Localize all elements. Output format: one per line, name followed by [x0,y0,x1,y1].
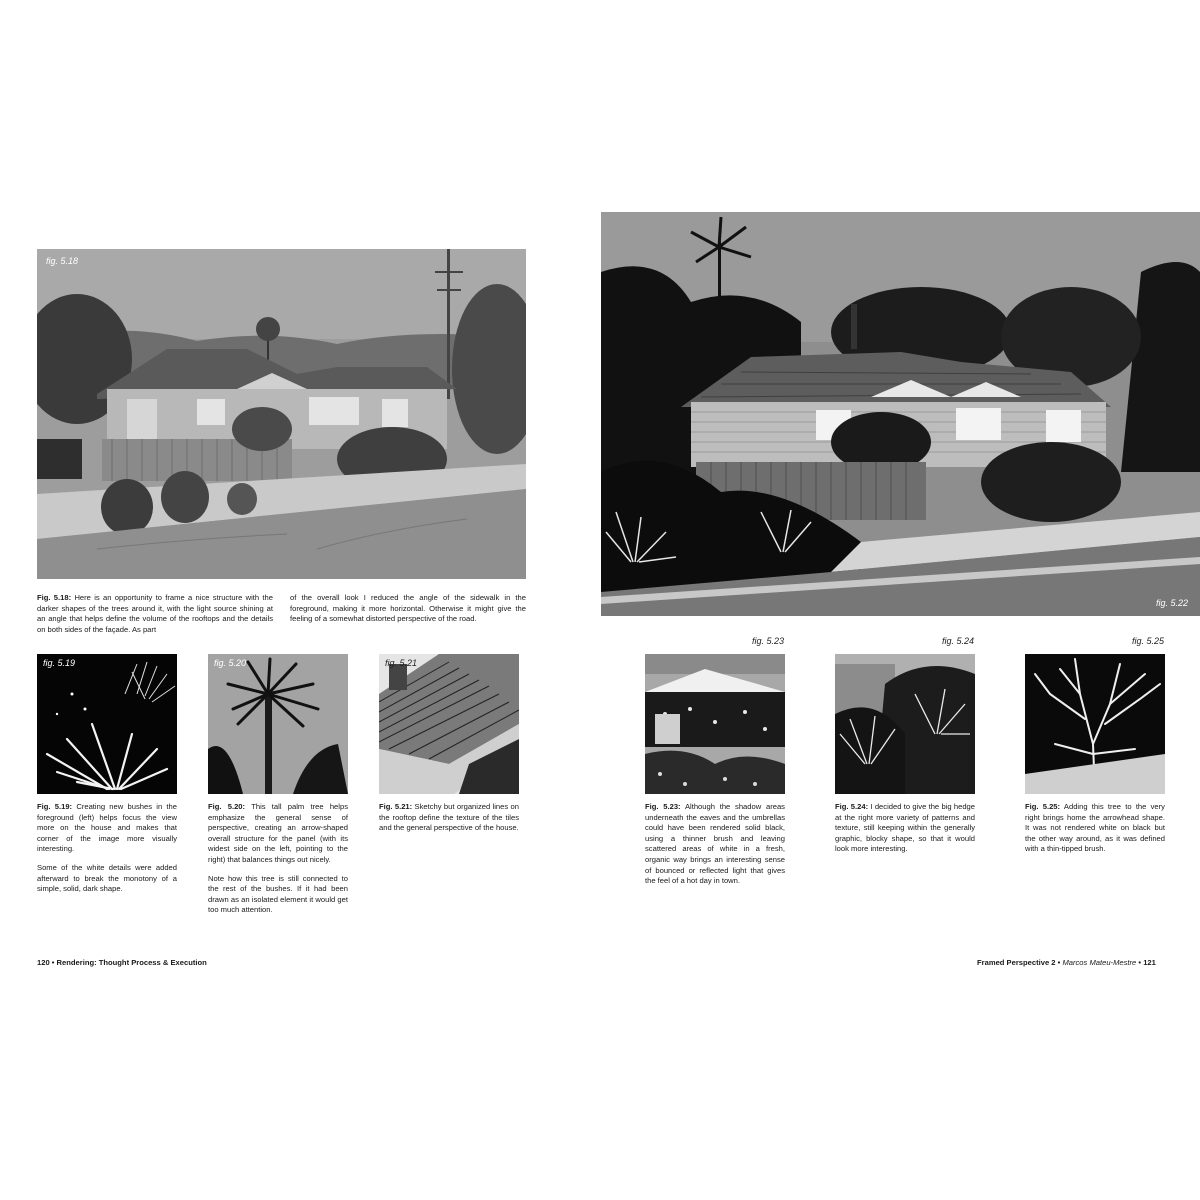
caption-fig-5-24 [835,802,975,863]
fig-5-19-label: fig. 5.19 [43,658,76,668]
right-page [600,0,1200,1200]
page-folio-right [977,958,1156,967]
hedge-drawing-image [835,654,975,794]
rooftop-drawing-image [379,654,519,794]
caption-fig-5-18-col1 [37,593,273,635]
caption-text: Here is an opportunity to frame a nice structure with the darker shapes of the trees around it, with the light source shining at an angle that helps define the volume of the rooftops and the details on both sides of the façade. As part [37,593,273,634]
folio-page-number: • 121 [1138,958,1156,967]
caption-number: Fig. 5.25: [1025,802,1061,811]
drawing-fig-5-20 [208,654,348,794]
caption-text: Sketchy but organized lines on the rooftop define the texture of the tiles and the general perspective of the house. [379,802,519,833]
drawing-fig-5-23 [645,654,785,794]
fig-5-20-label: fig. 5.20 [214,658,247,668]
caption-number: Fig. 5.24: [835,802,869,811]
folio-separator: • [1057,958,1061,967]
caption-text: Although the shadow areas underneath the eaves and the umbrellas could have been rendered solid black, using a thinner brush and leaving scattered areas of white in a fresh, organic way brings an interesting sense of bounced or reflected light that gives the feel of a hot day in town. [645,802,785,886]
caption-number: Fig. 5.20: [208,802,246,811]
caption-text: Some of the white details were added afterward to break the monotony of a simple, solid, dark shape. [37,862,177,894]
caption-number: Fig. 5.18: [37,593,72,602]
fig-5-22-label: fig. 5.22 [1155,598,1188,608]
fig-5-18-label: fig. 5.18 [46,256,79,266]
caption-text: I decided to give the big hedge at the right more variety of patterns and texture, still keeping within the generally graphic, blocky shape, so that it would look more interesting. [835,802,975,854]
fig-5-23-label: fig. 5.23 [752,636,785,646]
drawing-fig-5-19 [37,654,177,794]
caption-text: of the overall look I reduced the angle of the sidewalk in the foreground, making it more horizontal. Otherwise it might give the feeling of a somewhat distorted perspective of the road. [290,593,526,624]
drawing-fig-5-24 [835,654,975,794]
folio-title: Framed Perspective 2 [977,958,1056,967]
caption-number: Fig. 5.19: [37,802,73,811]
drawing-fig-5-25 [1025,654,1165,794]
page-folio-left: 120 • Rendering: Thought Process & Execution [37,958,207,967]
house-illustration-image [601,212,1200,616]
caption-text: Creating new bushes in the foreground (left) helps focus the view more on the house and makes that corner of the image more visually interesting. [37,802,177,854]
tree-drawing-image [1025,654,1165,794]
fig-5-21-label: fig. 5.21 [385,658,418,668]
folio-author: Marcos Mateu-Mestre [1062,958,1137,967]
caption-text: Note how this tree is still connected to the rest of the bushes. If it had been drawn as an isolated element it would get too much attention. [208,873,348,915]
caption-fig-5-23 [645,802,785,895]
bush-drawing-image [37,654,177,794]
caption-fig-5-21 [379,802,519,842]
photo-fig-5-18 [37,249,526,579]
umbrella-shadow-drawing-image [645,654,785,794]
caption-number: Fig. 5.21: [379,802,413,811]
drawing-fig-5-22 [601,212,1200,616]
fig-5-24-label: fig. 5.24 [942,636,975,646]
palm-tree-drawing-image [208,654,348,794]
caption-number: Fig. 5.23: [645,802,681,811]
caption-text: This tall palm tree helps emphasize the general sense of perspective, creating an arrow-shaped overall structure for the panel (with its widest side on the left, pointing to the right) that balances things out nicely. [208,802,348,864]
drawing-fig-5-21 [379,654,519,794]
house-photo-image [37,249,526,579]
caption-fig-5-25 [1025,802,1165,863]
caption-text: Adding this tree to the very right brings home the arrowhead shape. It was not rendered white on black but the other way around, as it was defined with a thin-tipped brush. [1025,802,1165,854]
fig-5-25-label: fig. 5.25 [1132,636,1165,646]
caption-fig-5-20 [208,802,348,924]
caption-fig-5-19 [37,802,177,903]
caption-fig-5-18-col2 [290,593,526,625]
